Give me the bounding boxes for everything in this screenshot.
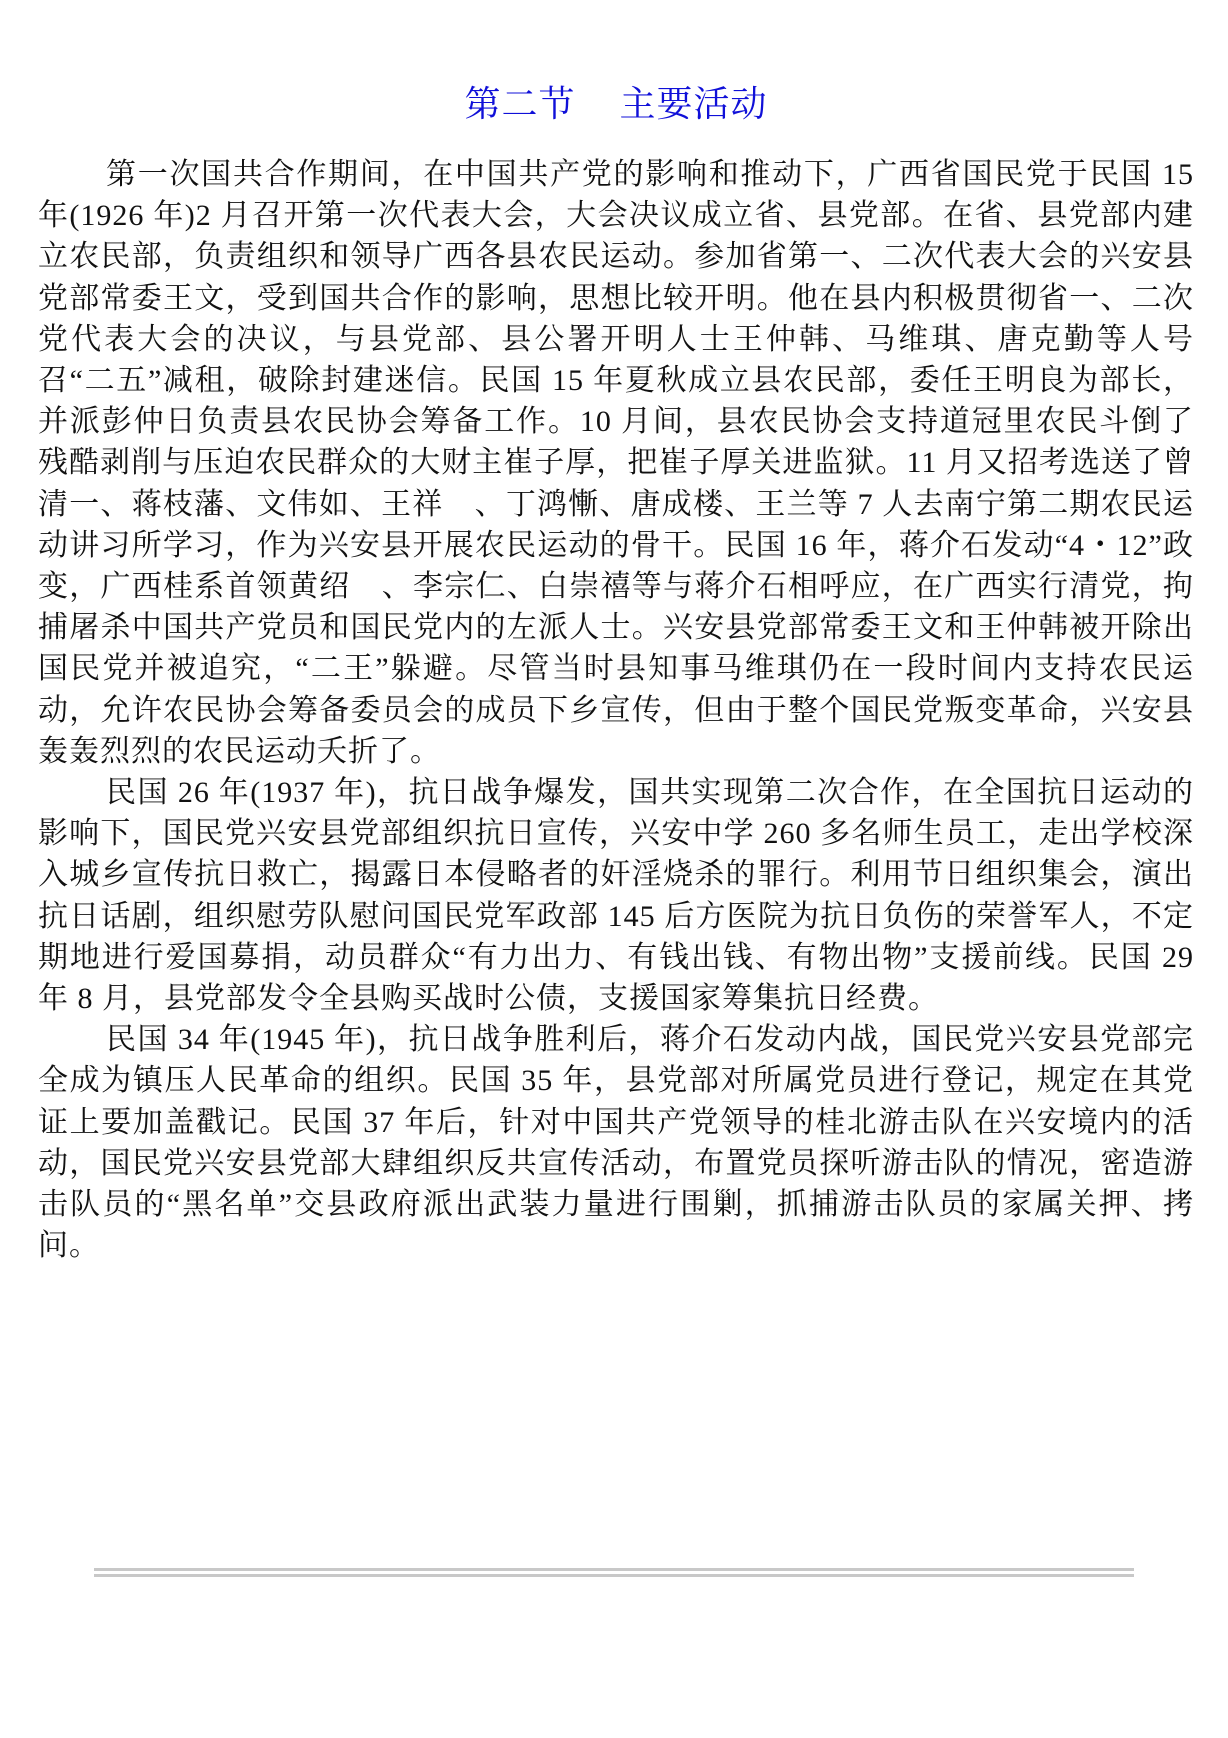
horizontal-divider [94,1568,1134,1577]
section-number: 第二节 [464,84,576,124]
paragraph-first-cooperation: 第一次国共合作期间，在中国共产党的影响和推动下，广西省国民党于民国 15 年(1926 年)2 月召开第一次代表大会，大会决议成立省、县党部。在省、县党部内建立农民部，负责组织和领导广西各县农民运动。参加省第一、二次代表大会的兴安县党部常委王文，受到国共合作的影响，思想比较开明。他在县内积极贯彻省一、二次党代表大会的决议，与县党部、县公署开明人士王仲韩、马维琪、唐克勤等人号召“二五”减租，破除封建迷信。民国 15 年夏秋成立县农民部，委任王明良为部长，并派彭仲日负责县农民协会筹备工作。10 月间，县农民协会支持道冠里农民斗倒了残酷剥削与压迫农民群众的大财主崔子厚，把崔子厚关进监狱。11 月又招考选送了曾清一、蒋枝藩、文伟如、王祥 、丁鸿慚、唐成楼、王兰等 7 人去南宁第二期农民运动讲习所学习，作为兴安县开展农民运动的骨干。民国 16 年，蒋介石发动“4・12”政变，广西桂系首领黄绍 、李宗仁、白崇禧等与蒋介石相呼应，在广西实行清党，拘捕屠杀中国共产党员和国民党内的左派人士。兴安县党部常委王文和王仲韩被开除出国民党并被追究，“二王”躲避。尽管当时县知事马维琪仍在一段时间内支持农民运动，允许农民协会筹备委员会的成员下乡宣传，但由于整个国民党叛变革命，兴安县轰轰烈烈的农民运动夭折了。 [38,158,1194,768]
section-heading [38,80,1194,128]
section-title: 主要活动 [619,84,768,124]
body-text [38,154,1194,1266]
paragraph-civil-war: 民国 34 年(1945 年)，抗日战争胜利后，蒋介石发动内战，国民党兴安县党部完全成为镇压人民革命的组织。民国 35 年，县党部对所属党员进行登记，规定在其党证上要加盖戳记。民国 37 年后，针对中国共产党领导的桂北游击队在兴安境内的活动，国民党兴安县党部大肆组织反共宣传活动，布置党员探听游击队的情况，密造游击队员的“黑名单”交县政府派出武装力量进行围剿，抓捕游击队员的家属关押、拷问。 [38,1023,1194,1263]
paragraph-anti-japanese-war: 民国 26 年(1937 年)，抗日战争爆发，国共实现第二次合作，在全国抗日运动的影响下，国民党兴安县党部组织抗日宣传，兴安中学 260 多名师生员工，走出学校深入城乡宣传抗日救亡，揭露日本侵略者的奸淫烧杀的罪行。利用节日组织集会，演出抗日话剧，组织慰劳队慰问国民党军政部 145 后方医院为抗日负伤的荣誉军人，不定期地进行爱国募捐，动员群众“有力出力、有钱出钱、有物出物”支援前线。民国 29 年 8 月，县党部发令全县购买战时公债，支援国家筹集抗日经费。 [38,776,1194,1016]
